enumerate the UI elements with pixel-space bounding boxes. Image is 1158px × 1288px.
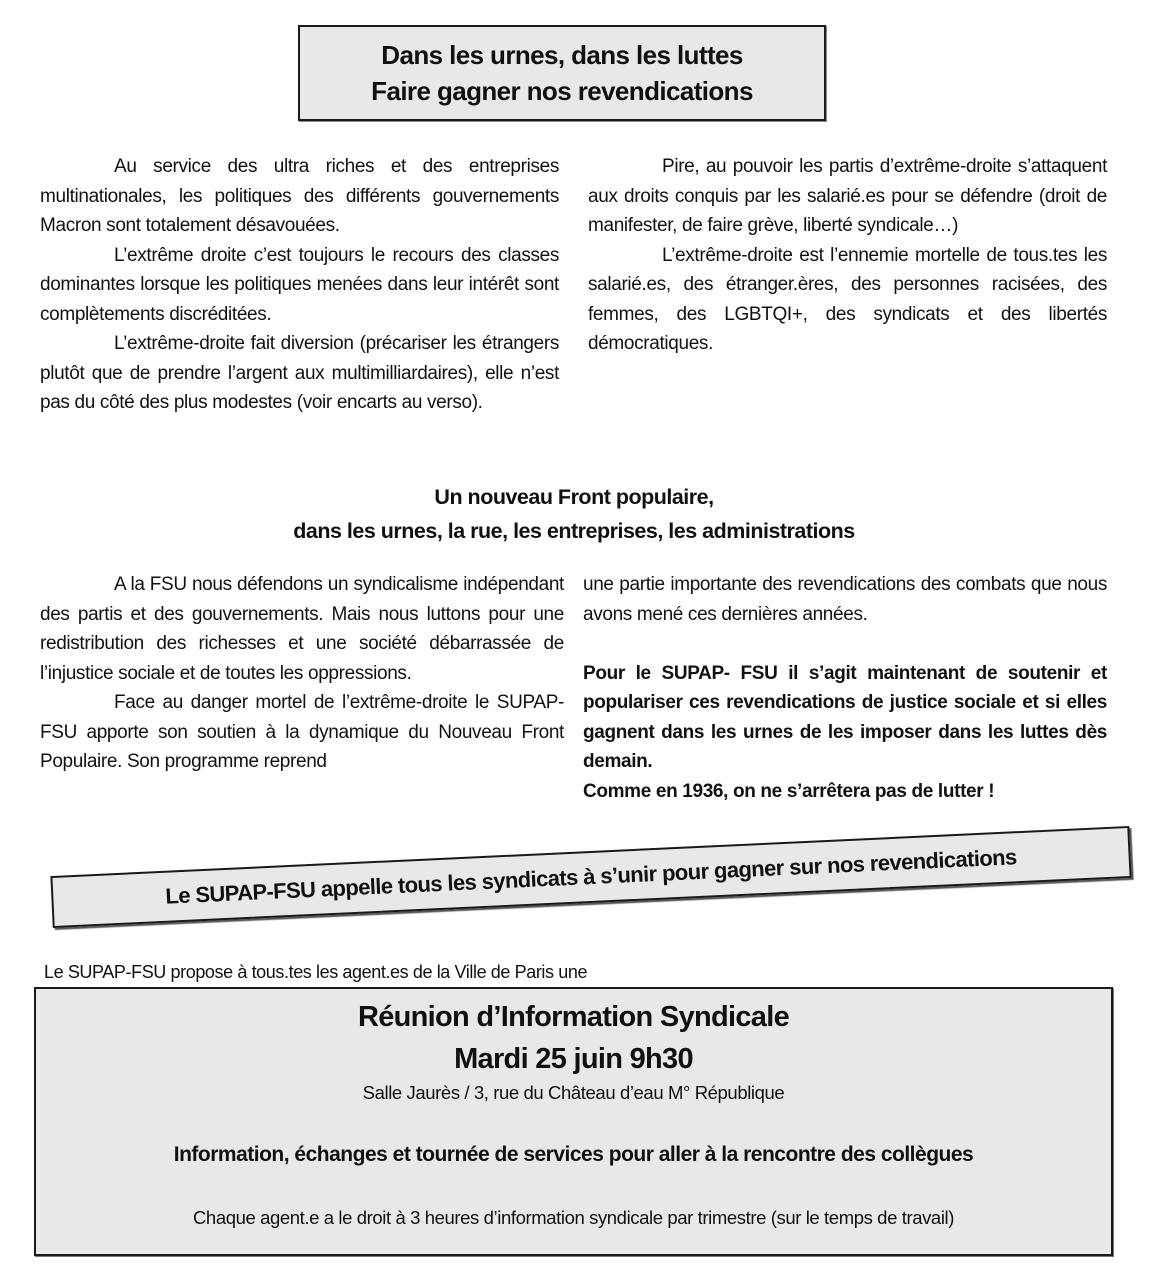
paragraph: Face au danger mortel de l’extrême-droite le SUPAP-FSU apporte son soutien à la dynamique du Nouveau Front Populaire. Son programme reprend [40,692,564,772]
paragraph: Pire, au pouvoir les partis d’extrême-droite s’attaquent aux droits conquis par les salarié.es pour se défendre (droit de manifester, de faire grève, liberté syndicale…) [588,156,1107,236]
meeting-intro: Le SUPAP-FSU propose à tous.tes les agent.es de la Ville de Paris une [44,962,588,982]
paragraph: L’extrême droite c’est toujours le recours des classes dominantes lorsque les politiques menées dans leur intérêt sont complètements discréditées. [40,244,559,325]
section1-right-column [588,152,1107,359]
meeting-title: Réunion d’Information Syndicale [357,1001,790,1033]
paragraph: A la FSU nous défendons un syndicalisme indépendant des partis et des gouvernements. Mais nous luttons pour une redistribution des richesses et une société débarrassée de l’injustice sociale et de toutes les oppressions. [40,574,564,684]
paragraph: L’extrême-droite fait diversion (précariser les étrangers plutôt que de prendre l’argent aux multimilliardaires), elle n’est pas du côté des plus modestes (voir encarts au verso). [40,333,559,413]
meeting-date: Mardi 25 juin 9h30 [454,1043,693,1075]
paragraph: Au service des ultra riches et des entreprises multinationales, les politiques des différents gouvernements Macron sont totalement désavouées. [40,156,559,236]
paragraph-continuation: une partie importante des revendications des combats que nous avons mené ces dernières années. [583,574,1107,625]
bold-statement: Pour le SUPAP- FSU il s’agit maintenant de soutenir et populariser ces revendications de justice sociale et si elles gagnent dans les urnes de les imposer dans les luttes dès demain. [583,662,1107,772]
bold-closing: Comme en 1936, on ne s’arrêtera pas de lutter ! [583,780,995,802]
title-box [298,25,826,121]
section2-right-column [583,570,1107,806]
meeting-activity: Information, échanges et tournée de services pour aller à la rencontre des collègues [173,1143,974,1166]
banner-text: Le SUPAP-FSU appelle tous les syndicats à s’unir pour gagner sur nos revendications [164,844,1018,909]
paragraph: L’extrême-droite est l’ennemie mortelle de tous.tes les salarié.es, des étranger.ères, des personnes racisées, des femmes, des LGBTQI+, des syndicats et des libertés démocratiques. [588,244,1107,354]
meeting-location: Salle Jaurès / 3, rue du Château d’eau M° République [362,1082,785,1103]
section2-heading-line-1: Un nouveau Front populaire, [434,485,714,509]
call-to-unite-banner [50,826,1131,928]
section1-left-column [40,152,559,418]
section2-left-column [40,570,564,777]
section2-heading-line-2: dans les urnes, la rue, les entreprises, les administrations [293,519,855,543]
section2-heading [0,480,1148,548]
spacer [583,629,1107,659]
title-line-1: Dans les urnes, dans les luttes [381,40,743,70]
meeting-right-note: Chaque agent.e a le droit à 3 heures d’information syndicale par trimestre (sur le temps de travail) [192,1207,955,1228]
meeting-box [34,987,1113,1256]
title-line-2: Faire gagner nos revendications [371,76,753,106]
